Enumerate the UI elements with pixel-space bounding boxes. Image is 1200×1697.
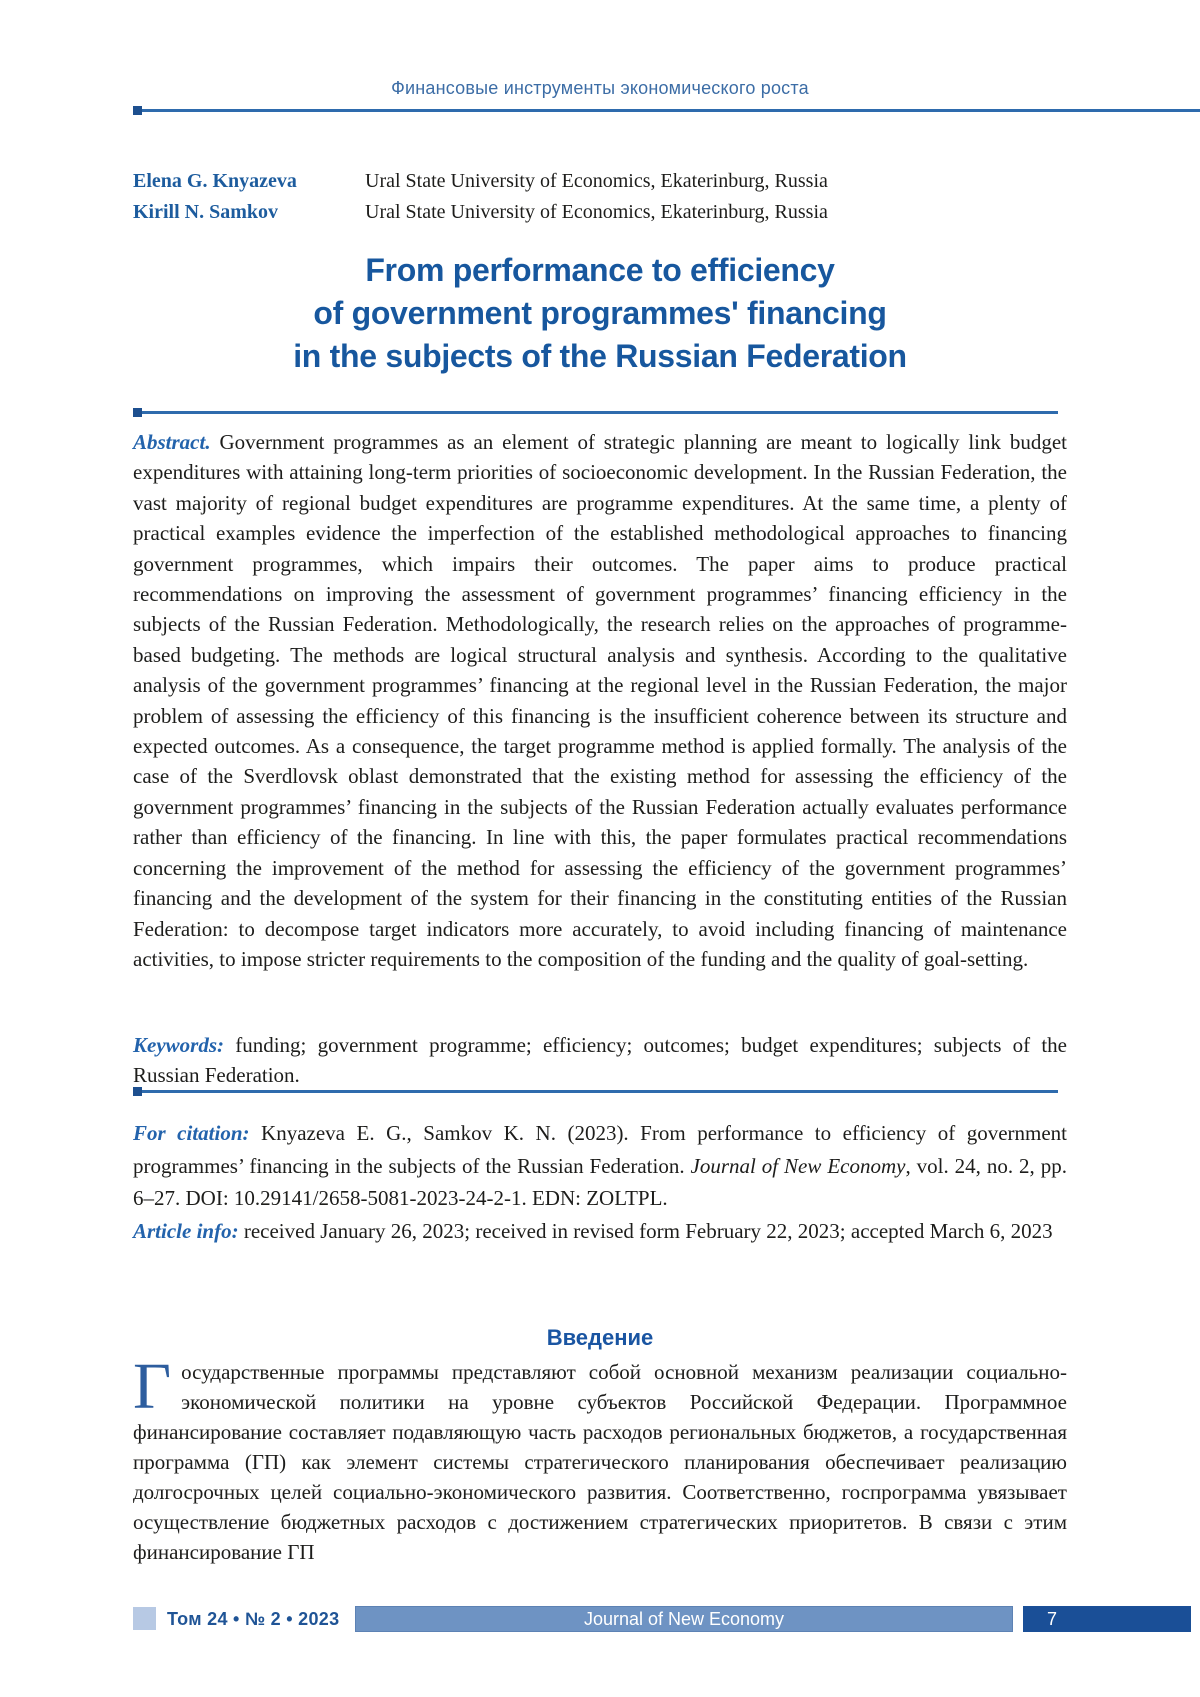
rule-square-icon — [133, 106, 142, 115]
running-head: Финансовые инструменты экономического роста — [391, 78, 809, 98]
author-name: Kirill N. Samkov — [133, 201, 279, 223]
article-info-paragraph — [133, 1215, 1067, 1248]
for-citation-label: For citation: — [133, 1121, 250, 1145]
authors-block — [133, 166, 1067, 228]
keywords-label: Keywords: — [133, 1033, 224, 1057]
citation-block — [133, 1117, 1067, 1247]
citation-journal-name: Journal of New Economy — [690, 1153, 906, 1178]
introduction-text: осударственные программы представляют собой основной механизм реализации социально-экономической политики на уровне субъектов Российской Федерации. Программное финансирование составляет подавляющую часть расходов региональных бюджетов, а государственная программа (ГП) как элемент системы стратегического планирования обеспечивает реализацию долгосрочных целей социально-экономического развития. Соответственно, госпрограмма увязывает осуществление бюджетных расходов с достижением стратегических приоритетов. В связи с этим финансирование ГП — [133, 1360, 1067, 1564]
abstract-paragraph — [133, 427, 1067, 974]
keywords-text: funding; government programme; efficiency; outcomes; budget expenditures; subjects of the Russian Federation. — [133, 1033, 1068, 1088]
abstract-label: Abstract. — [133, 430, 211, 454]
author-row — [133, 197, 1067, 228]
citation-text-start: Knyazeva E. G., Samkov K. N. (2023). From performance to efficiency of government programmes’ financing in the subjects of the Russian Federation. — [133, 1121, 1068, 1178]
for-citation-paragraph — [133, 1117, 1067, 1215]
footer-journal-bar: Journal of New Economy — [355, 1606, 1013, 1632]
article-info-label: Article info: — [133, 1218, 239, 1243]
introduction-paragraph — [133, 1350, 1067, 1567]
article-title-line: in the subjects of the Russian Federation — [293, 338, 907, 374]
abstract-bottom-rule — [133, 1090, 1058, 1093]
dropcap-letter: Г — [133, 1350, 172, 1423]
header-rule — [133, 109, 1200, 112]
author-row — [133, 166, 1067, 197]
abstract-text: Government programmes as an element of strategic planning are meant to logically link budget expenditures with attaining long-term priorities of socioeconomic development. In the Russian Federation, the vast majority of regional budget expenditures are programme expenditures. At the same time, a plenty of practical examples evidence the imperfection of the established methodological approaches to financing government programmes, which impairs their outcomes. The paper aims to produce practical recommendations on improving the assessment of government programmes’ financing efficiency in the subjects of the Russian Federation. Methodologically, the research relies on the approaches of programme-based budgeting. The methods are logical structural analysis and synthesis. According to the qualitative analysis of the government programmes’ financing at the regional level in the Russian Federation, the major problem of assessing the efficiency of this financing is the insufficient coherence between its structure and expected outcomes. As a consequence, the target programme method is applied formally. The analysis of the case of the Sverdlovsk oblast demonstrated that the existing method for assessing the efficiency of the government programmes’ financing in the subjects of the Russian Federation actually evaluates performance rather than efficiency of the financing. In line with this, the paper formulates practical recommendations concerning the improvement of the method for assessing the efficiency of the government programmes’ financing and the development of the system for their financing in the constituting entities of the Russian Federation: to decompose target indicators more accurately, to avoid including financing of maintenance activities, to impose stricter requirements to the composition of the funding and the quality of goal-setting. — [133, 430, 1067, 971]
introduction-heading: Введение — [546, 1325, 654, 1350]
footer-square-icon — [133, 1607, 156, 1630]
article-info-text: received January 26, 2023; received in revised form February 22, 2023; accepted March 6, 2023 — [243, 1218, 1053, 1243]
footer-volume-issue: Том 24 • № 2 • 2023 — [167, 1608, 340, 1629]
article-title-line: of government programmes' financing — [313, 295, 887, 331]
rule-square-icon — [133, 1087, 142, 1096]
author-affiliation: Ural State University of Economics, Ekaterinburg, Russia — [365, 201, 828, 223]
page-footer — [0, 1606, 1200, 1632]
keywords-paragraph — [133, 1030, 1067, 1091]
citation-text-end: , vol. 24, no. 2, pp. 6–27. DOI: 10.29141/2658-5081-2023-24-2-1. EDN: ZOLTPL. — [133, 1153, 1067, 1210]
abstract-top-rule — [133, 411, 1058, 414]
footer-page-number: 7 — [1023, 1606, 1191, 1632]
author-affiliation: Ural State University of Economics, Ekaterinburg, Russia — [365, 170, 828, 192]
author-name: Elena G. Knyazeva — [133, 170, 297, 192]
article-title-line: From performance to efficiency — [365, 252, 835, 288]
rule-square-icon — [133, 408, 142, 417]
article-title — [133, 249, 1067, 378]
